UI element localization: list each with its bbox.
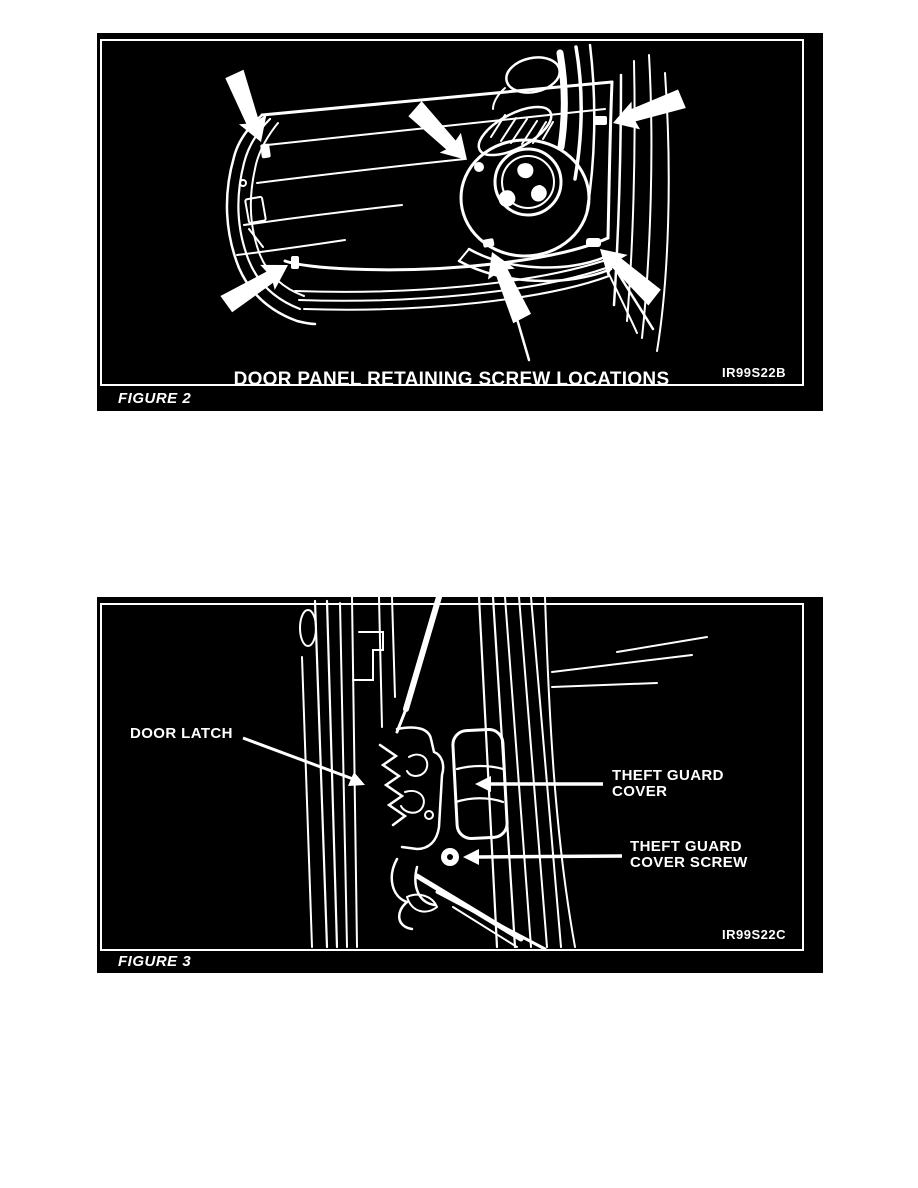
callout-leader-lines (243, 738, 622, 865)
theft-guard-cover-callout (612, 768, 724, 800)
theft-guard-cover-screw-callout-line2: COVER SCREW (630, 854, 748, 871)
theft-guard-cover-callout-line2: COVER (612, 783, 668, 800)
theft-guard-cover-screw-callout-line1: THEFT GUARD (630, 838, 742, 855)
screw-location-markers (260, 116, 607, 269)
door-panel-illustration (97, 33, 823, 411)
figure-3-panel (97, 597, 823, 973)
figure-2-reference-code: IR99S22B (722, 365, 786, 380)
theft-guard-cover-screw-callout (630, 839, 748, 871)
figure-2-panel (97, 33, 823, 411)
door-latch-mechanism (380, 727, 545, 949)
lock-rod (397, 597, 439, 732)
door-latch-callout (130, 726, 233, 742)
figure-3-label: FIGURE 3 (118, 953, 192, 970)
door-latch-callout-text: DOOR LATCH (130, 725, 233, 742)
figure-3-reference-code: IR99S22C (722, 927, 786, 942)
theft-guard-cover-screw-shape (441, 848, 459, 866)
figure-2-label: FIGURE 2 (118, 390, 192, 407)
theft-guard-cover-callout-line1: THEFT GUARD (612, 767, 724, 784)
figure-2-caption: DOOR PANEL RETAINING SCREW LOCATIONS (233, 369, 670, 390)
